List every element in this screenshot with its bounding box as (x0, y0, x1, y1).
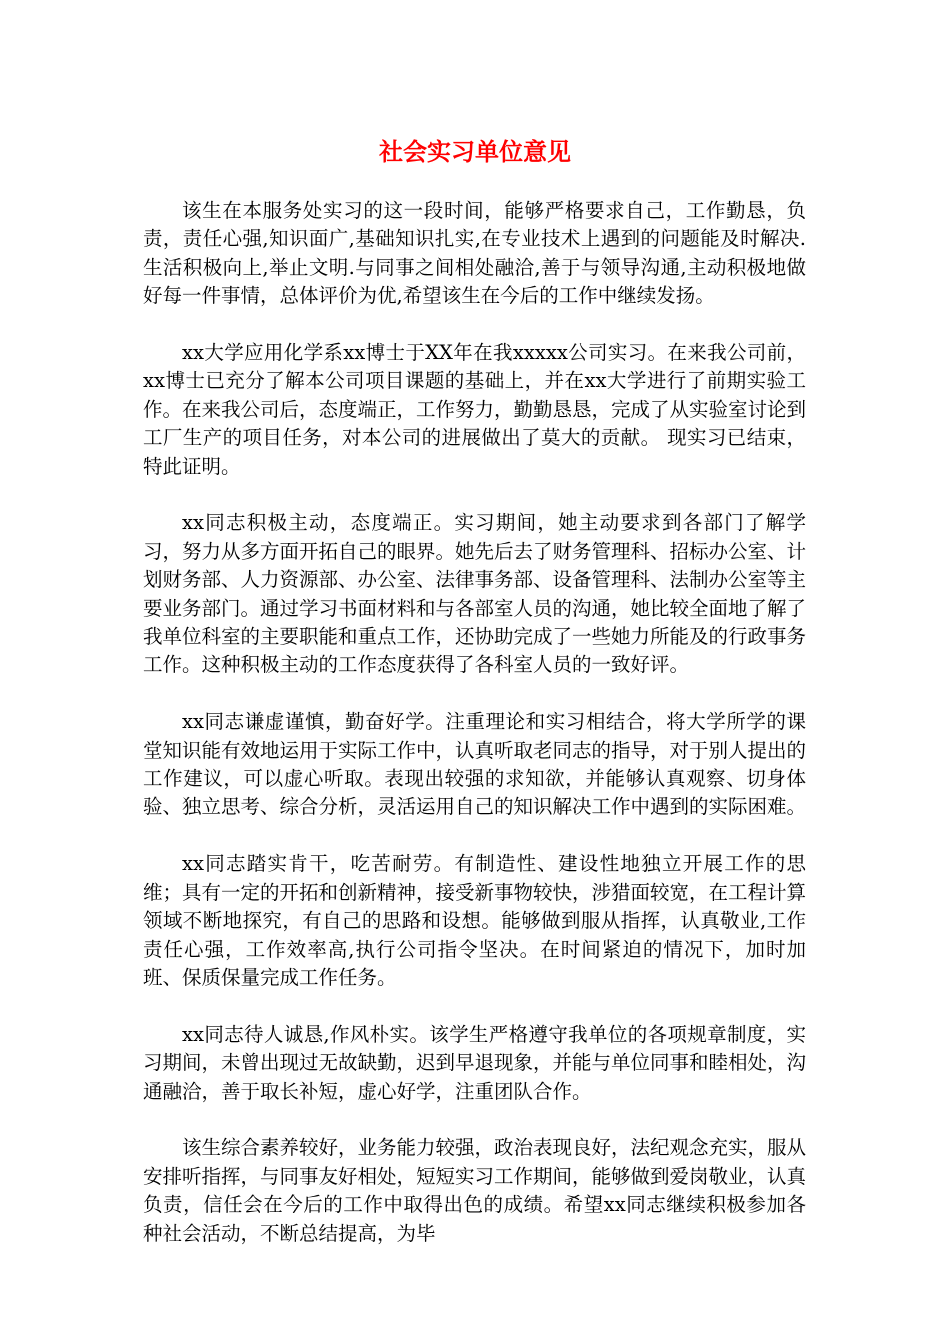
paragraph-3: xx同志积极主动，态度端正。实习期间，她主动要求到各部门了解学习，努力从多方面开拓自己的眼界。她先后去了财务管理科、招标办公室、计划财务部、人力资源部、办公室、法律事务部、设备管理科、法制办公室等主要业务部门。通过学习书面材料和与各部室人员的沟通，她比较全面地了解了我单位科室的主要职能和重点工作，还协助完成了一些她力所能及的行政事务工作。这种积极主动的工作态度获得了各科室人员的一致好评。 (143, 511, 807, 677)
paragraph-5: xx同志踏实肯干，吃苦耐劳。有制造性、建设性地独立开展工作的思维；具有一定的开拓和创新精神，接受新事物较快，涉猎面较宽，在工程计算领域不断地探究，有自己的思路和设想。能够做到服从指挥，认真敬业,工作责任心强，工作效率高,执行公司指令坚决。在时间紧迫的情况下，加时加班、保质保量完成工作任务。 (143, 852, 807, 989)
paragraph-2: xx大学应用化学系xx博士于XX年在我xxxxx公司实习。在来我公司前，xx博士已充分了解本公司项目课题的基础上，并在xx大学进行了前期实验工作。在来我公司后，态度端正，工作努力，勤勤恳恳，完成了从实验室讨论到工厂生产的项目任务，对本公司的进展做出了莫大的贡献。 现实习已结束，特此证明。 (143, 341, 807, 478)
document-body (143, 197, 806, 1276)
document-title: 社会实习单位意见 (379, 138, 571, 166)
paragraph-6: xx同志待人诚恳,作风朴实。该学生严格遵守我单位的各项规章制度，实习期间，未曾出现过无故缺勤，迟到早退现象，并能与单位同事和睦相处，沟通融洽，善于取长补短，虚心好学，注重团队合作。 (143, 1022, 807, 1103)
paragraph-7: 该生综合素养较好，业务能力较强，政治表现良好，法纪观念充实，服从安排听指挥，与同事友好相处，短短实习工作期间，能够做到爱岗敬业，认真负责，信任会在今后的工作中取得出色的成绩。希望xx同志继续积极参加各种社会活动，不断总结提高，为毕 (143, 1136, 807, 1245)
paragraph-4: xx同志谦虚谨慎，勤奋好学。注重理论和实习相结合，将大学所学的课堂知识能有效地运用于实际工作中，认真听取老同志的指导，对于别人提出的工作建议，可以虚心听取。表现出较强的求知欲，并能够认真观察、切身体验、独立思考、综合分析，灵活运用自己的知识解决工作中遇到的实际困难。 (143, 710, 807, 819)
paragraph-1: 该生在本服务处实习的这一段时间，能够严格要求自己，工作勤恳，负责，责任心强,知识面广,基础知识扎实,在专业技术上遇到的问题能及时解决.生活积极向上,举止文明.与同事之间相处融洽,善于与领导沟通,主动积极地做好每一件事情，总体评价为优,希望该生在今后的工作中继续发扬。 (143, 199, 806, 308)
